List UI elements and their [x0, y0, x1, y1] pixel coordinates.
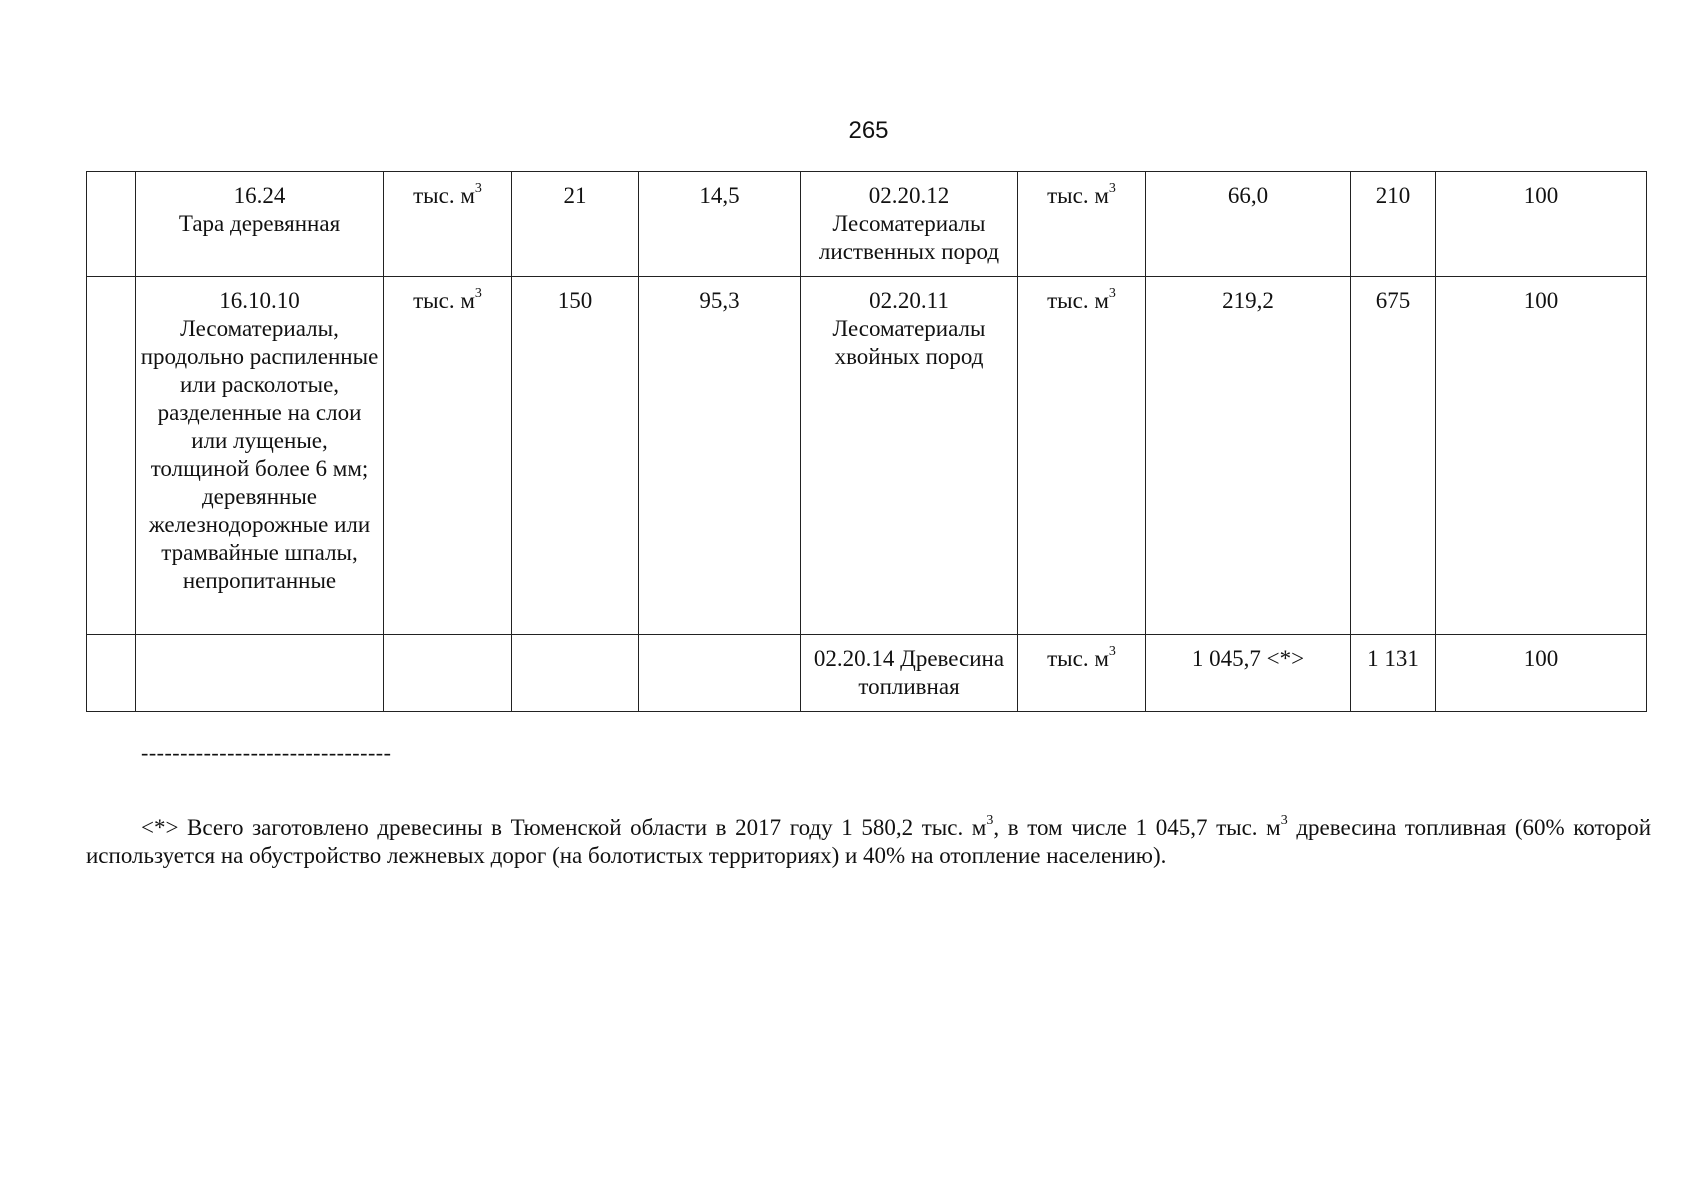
- value-3-cell: 1 045,7 <*>: [1146, 635, 1351, 712]
- value-2-cell: 14,5: [639, 172, 801, 277]
- footnote-text-part3: древесина топливная (60% которой используется на обустройство лежневых дорог (на болотистых территориях) и 40% на отопление населению).: [86, 815, 1652, 868]
- resource-name: Лесоматериалы хвойных пород: [832, 316, 986, 369]
- footnote-superscript: 3: [1280, 813, 1288, 829]
- footnote-separator: --------------------------------: [141, 740, 392, 765]
- value-1-cell: [512, 635, 639, 712]
- unit-text: тыс. м: [1047, 646, 1109, 671]
- product-unit-cell: [384, 277, 512, 635]
- product-cell: [136, 172, 384, 277]
- resource-cell: [801, 277, 1018, 635]
- value-3-cell: 66,0: [1146, 172, 1351, 277]
- unit-text: тыс. м: [1047, 183, 1109, 208]
- value-2-cell: 95,3: [639, 277, 801, 635]
- resource-unit-cell: [1018, 635, 1146, 712]
- unit-text: тыс. м: [413, 288, 475, 313]
- row-index-cell: [87, 635, 136, 712]
- footnote-text-part1: <*> Всего заготовлено древесины в Тюменской области в 2017 году 1 580,2 тыс. м: [141, 815, 987, 840]
- page-number: 265: [848, 117, 889, 144]
- resource-code: 02.20.11: [869, 288, 949, 313]
- table-row: [87, 277, 1647, 635]
- value-1-cell: 150: [512, 277, 639, 635]
- footnote: [86, 814, 1651, 870]
- table-row: [87, 635, 1647, 712]
- value-4-cell: 210: [1351, 172, 1436, 277]
- product-name: Лесоматериалы, продольно распиленные или расколотые, разделенные на слои или лущеные, толщиной более 6 мм; деревянные железнодорожные или трамвайные шпалы, непропитанные: [140, 316, 379, 593]
- product-cell: [136, 277, 384, 635]
- unit-text: тыс. м: [413, 183, 475, 208]
- product-unit-cell: [384, 635, 512, 712]
- footnote-superscript: 3: [986, 813, 994, 829]
- unit-superscript: 3: [1108, 181, 1116, 197]
- resource-name: 02.20.14 Древесина топливная: [813, 646, 1005, 699]
- value-4-cell: 1 131: [1351, 635, 1436, 712]
- unit-superscript: 3: [474, 286, 482, 302]
- product-code: 16.24: [233, 183, 286, 208]
- row-index-cell: [87, 277, 136, 635]
- footnote-text-part2: , в том числе 1 045,7 тыс. м: [993, 815, 1281, 840]
- row-index-cell: [87, 172, 136, 277]
- resource-code: 02.20.12: [868, 183, 950, 208]
- resource-cell: [801, 635, 1018, 712]
- unit-text: тыс. м: [1047, 288, 1109, 313]
- resource-unit-cell: [1018, 277, 1146, 635]
- resource-name: Лесоматериалы лиственных пород: [818, 211, 1000, 264]
- unit-superscript: 3: [1108, 286, 1116, 302]
- value-5-cell: 100: [1436, 277, 1647, 635]
- value-5-cell: 100: [1436, 635, 1647, 712]
- data-table: [86, 171, 1647, 712]
- product-code: 16.10.10: [219, 288, 300, 313]
- table-row: [87, 172, 1647, 277]
- unit-superscript: 3: [1108, 644, 1116, 660]
- product-cell: [136, 635, 384, 712]
- value-1-cell: 21: [512, 172, 639, 277]
- value-2-cell: [639, 635, 801, 712]
- value-4-cell: 675: [1351, 277, 1436, 635]
- value-5-cell: 100: [1436, 172, 1647, 277]
- unit-superscript: 3: [474, 181, 482, 197]
- product-unit-cell: [384, 172, 512, 277]
- resource-unit-cell: [1018, 172, 1146, 277]
- resource-cell: [801, 172, 1018, 277]
- value-3-cell: 219,2: [1146, 277, 1351, 635]
- product-name: Тара деревянная: [178, 211, 341, 236]
